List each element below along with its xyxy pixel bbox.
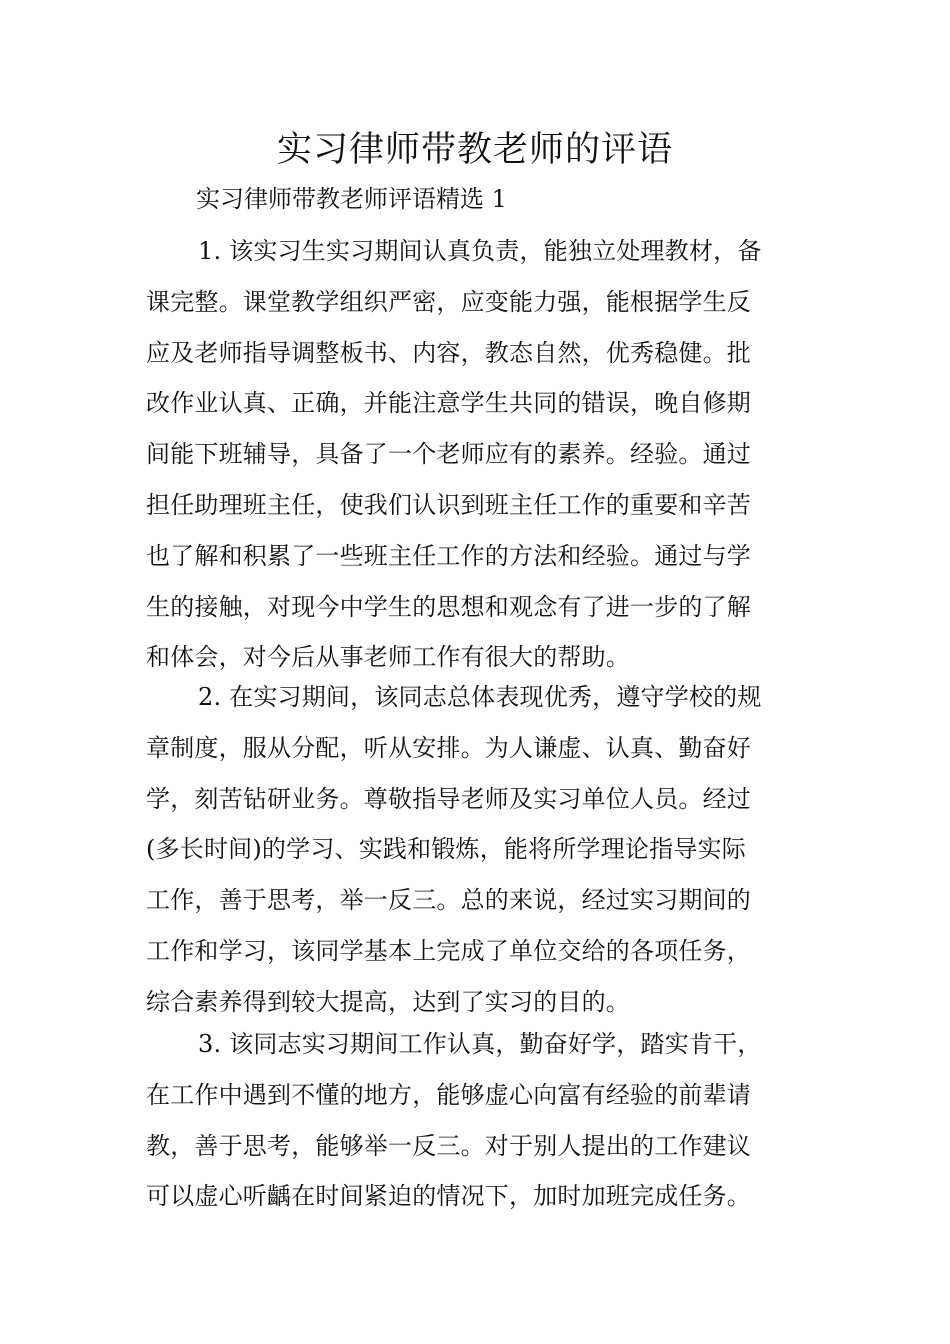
- paragraph-1-line-6: 担任助理班主任，使我们认识到班主任工作的重要和辛苦: [146, 490, 751, 519]
- paragraph-2-line-4: (多长时间)的学习、实践和锻炼，能将所学理论指导实际: [146, 835, 746, 864]
- paragraph-2-line-2: 章制度，服从分配，听从安排。为人谦虚、认真、勤奋好: [146, 733, 751, 762]
- paragraph-1-line-9: 和体会，对今后从事老师工作有很大的帮助。: [146, 643, 630, 672]
- paragraph-1-line-8: 生的接触，对现今中学生的思想和观念有了进一步的了解: [146, 592, 751, 621]
- section-subtitle: 实习律师带教老师评语精选 1: [196, 185, 507, 213]
- paragraph-3-line-1: 3. 该同志实习期间工作认真，勤奋好学，踏实肯干，: [198, 1030, 762, 1058]
- paragraph-1-line-3: 应及老师指导调整板书、内容，教态自然，优秀稳健。批: [146, 338, 751, 367]
- paragraph-2: [146, 672, 806, 1028]
- paragraph-2-line-5: 工作，善于思考，举一反三。总的来说，经过实习期间的: [146, 886, 751, 915]
- paragraph-2-line-1: 2. 在实习期间，该同志总体表现优秀，遵守学校的规: [198, 683, 762, 711]
- paragraph-1-line-5: 间能下班辅导，具备了一个老师应有的素养。经验。通过: [146, 440, 751, 469]
- page-title: 实习律师带教老师的评语: [276, 130, 673, 170]
- paragraph-1-line-4: 改作业认真、正确，并能注意学生共同的错误，晚自修期: [146, 389, 751, 418]
- paragraph-1: [146, 226, 806, 683]
- paragraph-2-line-3: 学，刻苦钻研业务。尊敬指导老师及实习单位人员。经过: [146, 784, 751, 813]
- paragraph-2-line-7: 综合素养得到较大提高，达到了实习的目的。: [146, 987, 630, 1016]
- paragraph-1-line-7: 也了解和积累了一些班主任工作的方法和经验。通过与学: [146, 541, 751, 570]
- paragraph-3-line-2: 在工作中遇到不懂的地方，能够虚心向富有经验的前辈请: [146, 1080, 751, 1109]
- paragraph-1-line-2: 课完整。课堂教学组织严密，应变能力强，能根据学生反: [146, 287, 751, 316]
- paragraph-1-line-1: 1. 该实习生实习期间认真负责，能独立处理教材，备: [198, 237, 762, 265]
- paragraph-3: [146, 1019, 806, 1222]
- paragraph-3-line-4: 可以虚心听齲在时间紧迫的情况下，加时加班完成任务。: [146, 1182, 751, 1211]
- paragraph-3-line-3: 教，善于思考，能够举一反三。对于别人提出的工作建议: [146, 1131, 751, 1160]
- paragraph-2-line-6: 工作和学习，该同学基本上完成了单位交给的各项任务，: [146, 936, 751, 965]
